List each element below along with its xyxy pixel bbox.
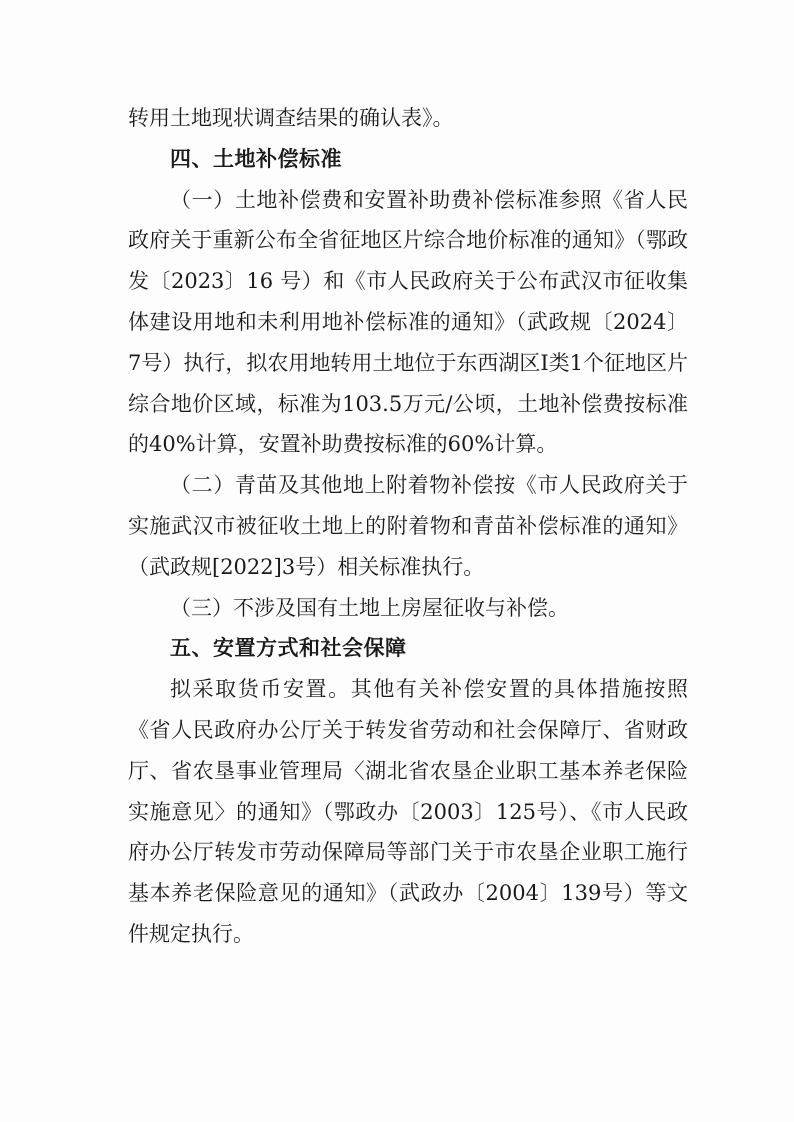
paragraph-crops-attachments: （二）青苗及其他地上附着物补偿按《市人民政府关于实施武汉市被征收土地上的附着物和青苗补偿标准的通知》（武政规[2022]3号）相关标准执行。 bbox=[128, 473, 688, 579]
paragraph-resettlement-measures: 拟采取货币安置。其他有关补偿安置的具体措施按照《省人民政府办公厅关于转发省劳动和社会保障厅、省财政厅、省农垦事业管理局〈湖北省农垦企业职工基本养老保险实施意见〉的通知》（鄂政办〔2003〕125号）、《市人民政府办公厅转发市劳动保障局等部门关于市农垦企业职工施行基本养老保险意见的通知》（武政办〔2004〕139号）等文件规定执行。 bbox=[128, 677, 688, 946]
section-heading-resettlement: 五、安置方式和社会保障 bbox=[170, 636, 407, 661]
paragraph-land-compensation: （一）土地补偿费和安置补助费补偿标准参照《省人民政府关于重新公布全省征地区片综合地价标准的通知》（鄂政发〔2023〕16 号）和《市人民政府关于公布武汉市征收集体建设用地和未利用地补偿标准的通知》（武政规〔2024〕7号）执行，拟农用地转用土地位于东西湖区Ⅰ类1个征地区片综合地价区域，标准为103.5万元/公顷，土地补偿费按标准的40%计算，安置补助费按标准的60%计算。 bbox=[128, 187, 689, 457]
paragraph-no-state-land: （三）不涉及国有土地上房屋征收与补偿。 bbox=[170, 595, 569, 620]
document-body bbox=[128, 98, 688, 955]
section-heading-compensation-standards: 四、土地补偿标准 bbox=[170, 146, 342, 171]
continuation-text: 转用土地现状调查结果的确认表》。 bbox=[128, 106, 454, 130]
